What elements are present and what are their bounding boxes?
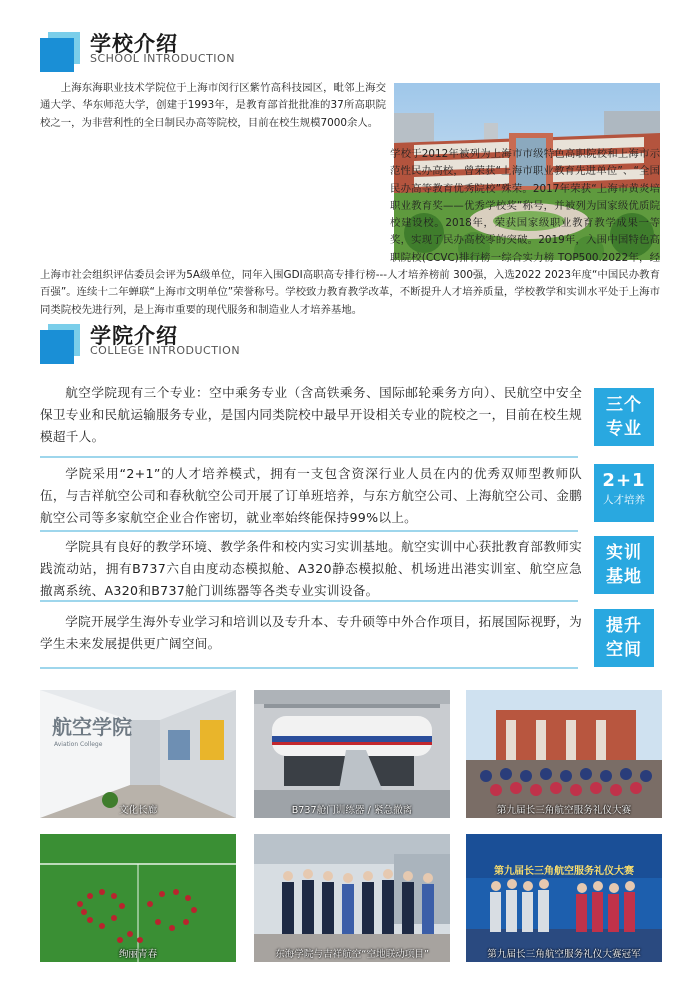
photo-caption: 东海学院与吉祥航空“空地联动项目”: [275, 949, 429, 960]
header-square-dark: [40, 330, 74, 364]
corridor-sign-en: Aviation College: [54, 741, 103, 748]
badge-line1: 实训: [606, 543, 642, 563]
photo-caption: 绚丽青春: [118, 949, 158, 960]
school-title: 学校介绍: [90, 32, 178, 56]
photo-caption: B737舱门训练器 / 紧急撤离: [291, 805, 413, 816]
school-history-paragraph: [40, 146, 660, 319]
photo-caption: 文化长廊: [118, 805, 158, 816]
college-subtitle: COLLEGE INTRODUCTION: [90, 344, 241, 357]
badge-training-model: [594, 464, 654, 522]
photo-culture-corridor: [40, 690, 236, 818]
badge-facilities: [594, 536, 654, 594]
badge-line1: 2+1: [602, 470, 646, 491]
school-subtitle: SCHOOL INTRODUCTION: [90, 52, 235, 65]
badge-development: [594, 609, 654, 667]
divider: [40, 530, 578, 532]
badge-line2: 人才培养: [603, 494, 645, 506]
badge-majors: [594, 388, 654, 446]
divider: [40, 456, 578, 458]
badge-line2: 基地: [606, 567, 642, 587]
badge-line1: 三个: [606, 395, 642, 415]
photo-competition-champions: [466, 834, 662, 962]
badge-line2: 空间: [606, 640, 642, 660]
school-history-body: 学校于2012年被列为上海市市级特色高职院校和上海市示范性民办高校，曾荣获“上海市职业教育先进单位”、“全国民办高等教育优秀院校”殊荣。2017年荣获“上海市黄炎培职业教育奖——优秀学校奖”称号，并被列为国家级优质院校建设校。2018年，荣获国家级职业教育教学成果一等奖，实现了民办高校零的突破。2019年，入围中国特色高职院校(CCVC)排行榜一综合实力榜 TOP500.2022年，经上海市社会组织评估委员会评为5A级单位，同年入围GDI高职高专排行榜---人才培养榜前 300强，入选2022 2023年度“中国民办教育百强”。连续十二年蝉联“上海市文明单位”荣誉称号。学校致力教育教学改革，不断提升人才培养质量，学校教学和实训水平处于上海市同类院校先进行列，是上海市重要的现代服务和制造业人才培养基地。: [40, 148, 660, 316]
photo-juneyao-project: [254, 834, 450, 962]
photo-caption: 第九届长三角航空服务礼仪大赛冠军: [487, 949, 641, 960]
feature-text-facilities: 学院具有良好的教学环境、教学条件和校内实习实训基地。航空实训中心获批教育部教师实践流动站，拥有B737六自由度动态模拟舱、A320静态模拟舱、机场进出港实训室、航空应急撤离系统、A320和B737舱门训练器等各类专业实训设备。: [40, 539, 582, 598]
college-title: 学院介绍: [90, 324, 178, 348]
corridor-sign-text: 航空学院: [52, 715, 132, 739]
badge-line1: 提升: [606, 616, 642, 636]
school-intro-paragraph: 上海东海职业技术学院位于上海市闵行区紫竹高科技园区，毗邻上海交通大学、华东师范大学，创建于1993年，是教育部首批批准的37所高职院校之一，为非营利性的全日制民办高等院校，目前在校生规模7000余人。: [40, 82, 386, 129]
header-square-dark: [40, 38, 74, 72]
text-wrap-spacer: [40, 146, 390, 264]
photo-caption: 第九届长三角航空服务礼仪大赛: [496, 805, 632, 816]
feature-text-training-model: 学院采用“2+1”的人才培养模式，拥有一支包含资深行业人员在内的优秀双师型教师队伍，与吉祥航空公司和春秋航空公司开展了订单班培养，与东方航空公司、上海航空公司、金鹏航空公司等多家航空企业合作密切，就业率始终能保持99%以上。: [40, 466, 582, 525]
badge-line2: 专业: [606, 419, 642, 439]
feature-text-international: 学院开展学生海外专业学习和培训以及专升本、专升硕等中外合作项目，拓展国际视野，为学生未来发展提供更广阔空间。: [40, 614, 582, 651]
photo-competition-group: [466, 690, 662, 818]
feature-text-majors: 航空学院现有三个专业：空中乘务专业（含高铁乘务、国际邮轮乘务方向）、民航空中安全保卫专业和民航运输服务专业，是国内同类院校中最早开设相关专业的院校之一，目前在校生规模超千人。: [40, 385, 582, 444]
photo-b737-door-trainer: [254, 690, 450, 818]
banner-title: 第九届长三角航空服务礼仪大赛: [494, 866, 634, 877]
divider: [40, 600, 578, 602]
divider: [40, 667, 578, 669]
photo-youth-field: [40, 834, 236, 962]
